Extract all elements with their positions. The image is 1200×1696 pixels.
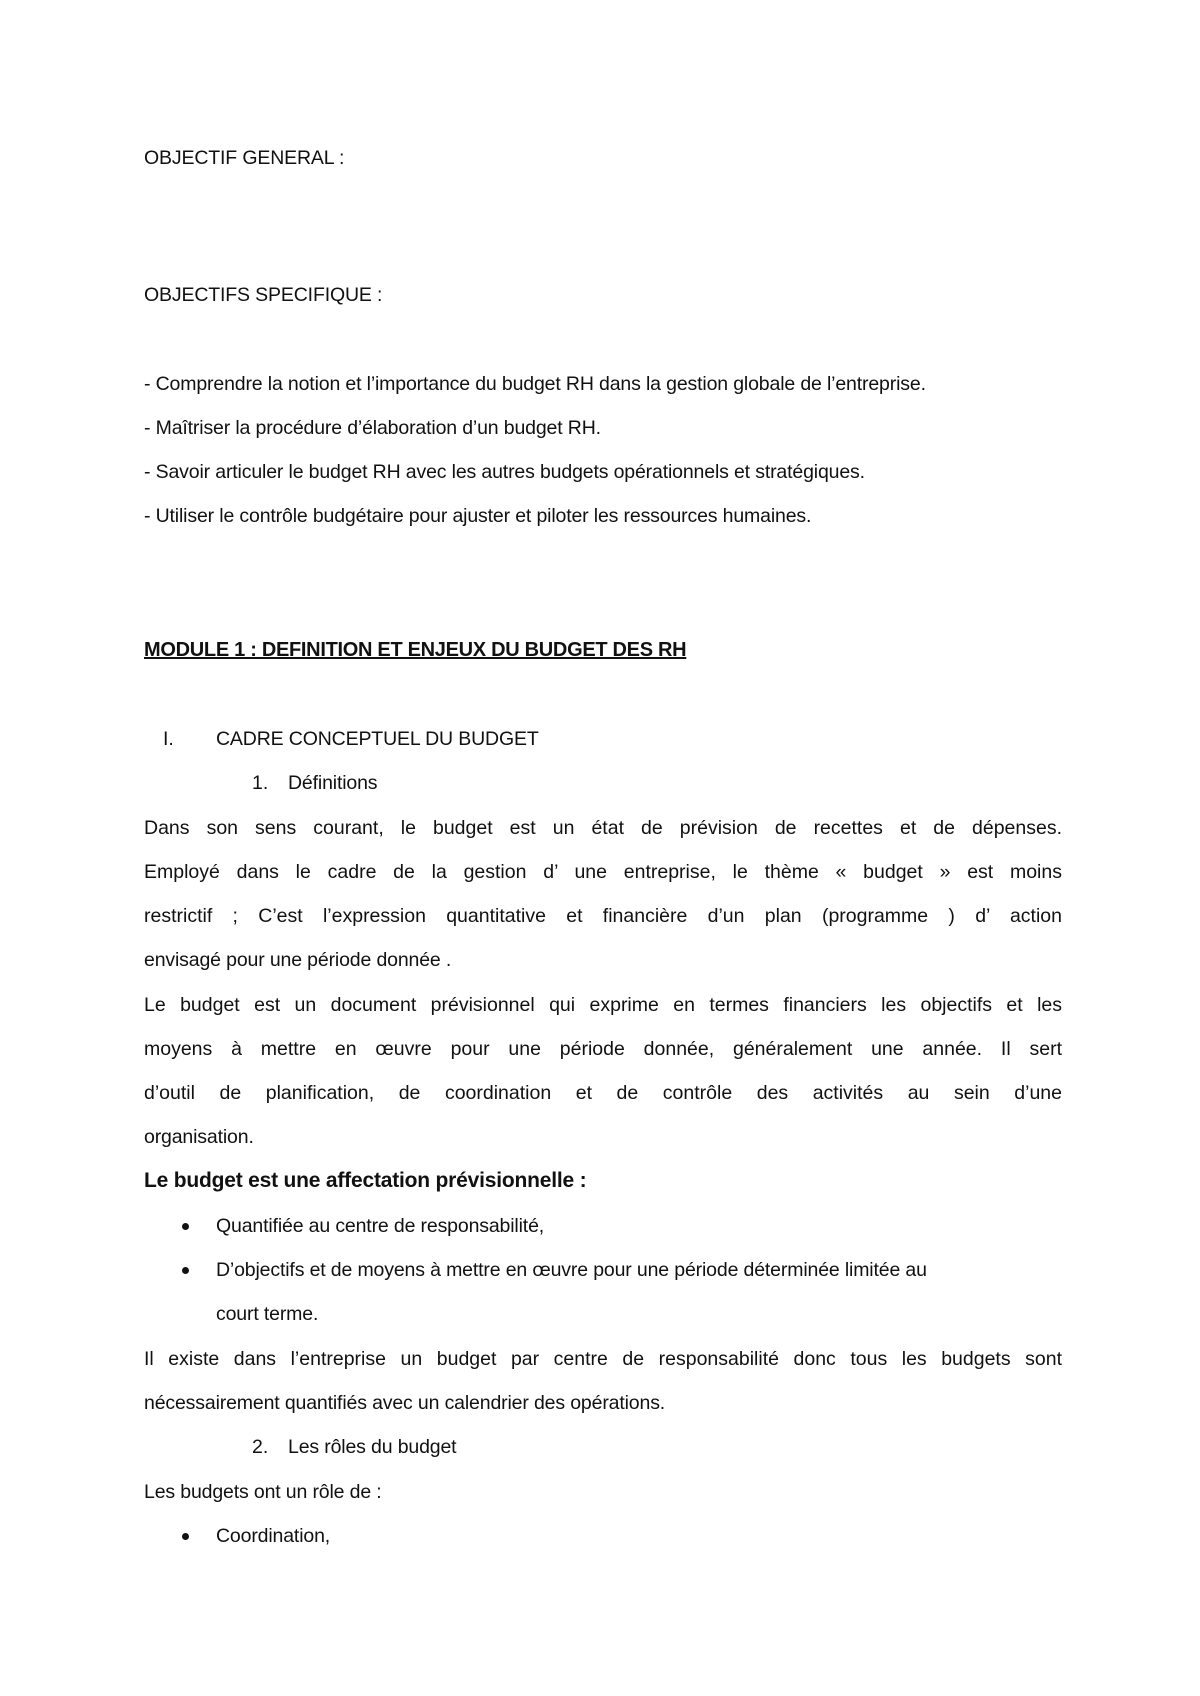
subsection-title: Les rôles du budget [288,1436,457,1458]
paragraph-line: envisagé pour une période donnée . [144,949,452,971]
objective-item: - Utiliser le contrôle budgétaire pour ajuster et piloter les ressources humaines. [144,505,812,527]
paragraph-line: nécessairement quantifiés avec un calendrier des opérations. [144,1392,666,1414]
paragraph-line: moyens à mettre en œuvre pour une période donnée, généralement une année. Il sert [144,1038,1062,1060]
paragraph-line: Il existe dans l’entreprise un budget par centre de responsabilité donc tous les budgets sont [144,1348,1062,1370]
objectifs-specifique-label: OBJECTIFS SPECIFIQUE : [144,284,383,306]
objective-item: - Comprendre la notion et l’importance du budget RH dans la gestion globale de l’entreprise. [144,373,926,395]
objective-item: - Maîtriser la procédure d’élaboration d’un budget RH. [144,417,601,439]
bullet-text: D’objectifs et de moyens à mettre en œuvre pour une période déterminée limitée au [216,1259,927,1281]
bullet-icon [182,1223,189,1230]
paragraph-line: d’outil de planification, de coordination et de contrôle des activités au sein d’une [144,1082,1062,1104]
bullet-icon [182,1267,189,1274]
subsection-number: 1. [252,772,269,794]
objectif-general-label: OBJECTIF GENERAL : [144,147,345,169]
paragraph-line: restrictif ; C’est l’expression quantitative et financière d’un plan (programme ) d’ action [144,905,1062,927]
bold-heading: Le budget est une affectation prévisionnelle : [144,1169,587,1192]
bullet-text: Quantifiée au centre de responsabilité, [216,1215,545,1237]
bullet-text-continued: court terme. [216,1303,319,1325]
paragraph-line: Dans son sens courant, le budget est un état de prévision de recettes et de dépenses. [144,817,1062,839]
roles-intro: Les budgets ont un rôle de : [144,1481,382,1503]
module-title: MODULE 1 : DEFINITION ET ENJEUX DU BUDGET DES RH [144,639,687,661]
paragraph-line: Employé dans le cadre de la gestion d’ une entreprise, le thème « budget » est moins [144,861,1062,883]
paragraph-line: Le budget est un document prévisionnel qui exprime en termes financiers les objectifs et les [144,994,1062,1016]
section-title: CADRE CONCEPTUEL DU BUDGET [216,728,539,750]
section-number: I. [163,728,174,750]
bullet-text: Coordination, [216,1525,331,1547]
paragraph-line: organisation. [144,1126,254,1148]
objective-item: - Savoir articuler le budget RH avec les autres budgets opérationnels et stratégiques. [144,461,865,483]
bullet-icon [182,1533,189,1540]
subsection-title: Définitions [288,772,378,794]
subsection-number: 2. [252,1436,269,1458]
